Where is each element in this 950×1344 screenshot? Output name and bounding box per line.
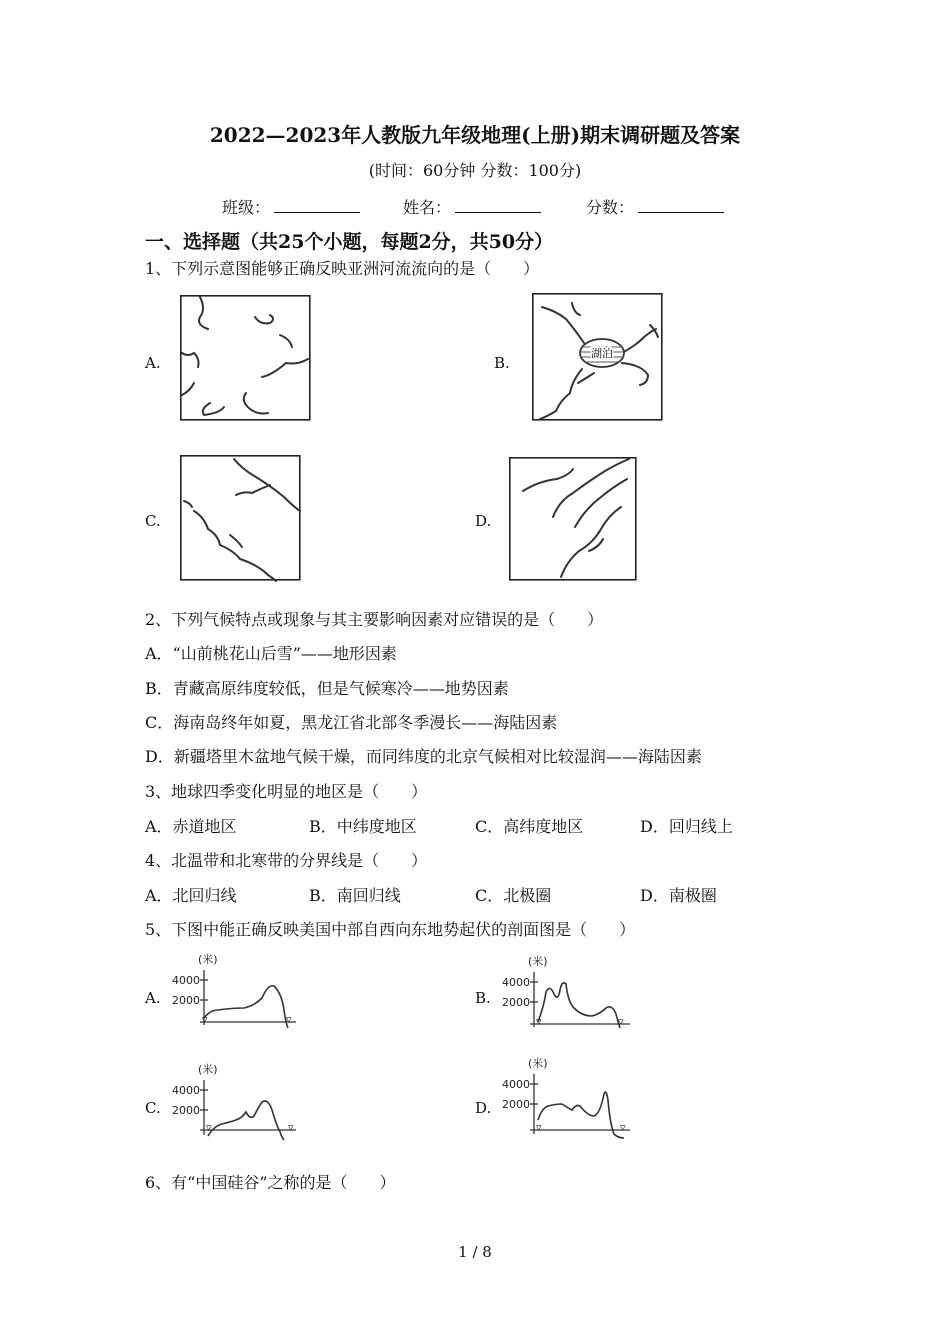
q1-map-c[interactable] (180, 455, 301, 581)
name-field[interactable] (403, 195, 541, 218)
class-label: 班级： (222, 198, 271, 217)
question-6-stem: 6、有“中国硅谷”之称的是（ ） (145, 1173, 396, 1192)
question-1-stem: 1、下列示意图能够正确反映亚洲河流流向的是（ ） (145, 259, 540, 278)
name-blank[interactable] (455, 198, 541, 213)
question-2-stem: 2、下列气候特点或现象与其主要影响因素对应错误的是（ ） (145, 610, 604, 629)
class-field[interactable] (222, 195, 360, 218)
q4-option-c[interactable]: C．北极圈 (475, 886, 552, 905)
question-4-stem: 4、北温带和北寒带的分界线是（ ） (145, 851, 428, 870)
question-5-stem: 5、下图中能正确反映美国中部自西向东地势起伏的剖面图是（ ） (145, 920, 636, 939)
profile-b-tick-4000: 4000 (502, 976, 530, 989)
profile-d-tick-2000: 2000 (502, 1098, 530, 1111)
svg-text:▿: ▿ (202, 1013, 208, 1026)
svg-text:▿: ▿ (618, 1015, 624, 1028)
svg-text:▿: ▿ (536, 1121, 542, 1134)
q2-option-b[interactable]: B．青藏高原纬度较低，但是气候寒冷——地势因素 (145, 679, 509, 698)
q4-option-d[interactable]: D．南极圈 (640, 886, 717, 905)
q2-option-d[interactable]: D．新疆塔里木盆地气候干燥，而同纬度的北京气候相对比较湿润——海陆因素 (145, 747, 702, 766)
profile-b-tick-2000: 2000 (502, 996, 530, 1009)
svg-text:▿: ▿ (620, 1121, 626, 1134)
q1-lake-label: 湖泊 (591, 347, 613, 360)
question-3-stem: 3、地球四季变化明显的地区是（ ） (145, 782, 428, 801)
score-blank[interactable] (638, 198, 724, 213)
exam-time-score: (时间：60分钟 分数：100分) (368, 161, 582, 180)
q3-option-b[interactable]: B．中纬度地区 (309, 817, 417, 836)
q5-option-b-label[interactable]: B. (475, 989, 491, 1007)
section-heading: 一、选择题（共25个小题，每题2分，共50分） (145, 231, 554, 253)
q4-option-a[interactable]: A．北回归线 (145, 886, 237, 905)
svg-text:▿: ▿ (536, 1015, 542, 1028)
profile-a-unit: (米) (198, 953, 218, 966)
profile-c-tick-2000: 2000 (172, 1104, 200, 1117)
q1-option-b-label[interactable]: B. (494, 354, 510, 372)
q5-profile-d[interactable] (500, 1054, 635, 1140)
profile-a-tick-2000: 2000 (172, 994, 200, 1007)
q5-profile-b[interactable] (500, 952, 635, 1032)
q2-option-a[interactable]: A．“山前桃花山后雪”——地形因素 (145, 644, 397, 663)
q5-profile-c[interactable] (170, 1060, 300, 1140)
q3-option-c[interactable]: C．高纬度地区 (475, 817, 584, 836)
class-blank[interactable] (274, 198, 360, 213)
profile-c-unit: (米) (198, 1063, 218, 1076)
profile-d-unit: (米) (528, 1057, 548, 1070)
page-number: 1 / 8 (458, 1243, 492, 1261)
q3-option-d[interactable]: D．回归线上 (640, 817, 733, 836)
score-label: 分数： (586, 198, 635, 217)
q3-option-a[interactable]: A．赤道地区 (145, 817, 237, 836)
q1-map-b[interactable] (532, 293, 663, 421)
q4-option-b[interactable]: B．南回归线 (309, 886, 401, 905)
profile-c-tick-4000: 4000 (172, 1084, 200, 1097)
q1-option-d-label[interactable]: D. (475, 512, 492, 530)
q5-option-c-label[interactable]: C. (145, 1099, 161, 1117)
svg-text:▿: ▿ (206, 1121, 212, 1134)
q2-option-c[interactable]: C．海南岛终年如夏，黑龙江省北部冬季漫长——海陆因素 (145, 713, 558, 732)
svg-text:▿: ▿ (288, 1121, 294, 1134)
score-field[interactable] (586, 195, 724, 218)
profile-a-tick-4000: 4000 (172, 974, 200, 987)
q1-map-d[interactable] (509, 457, 637, 581)
q1-option-c-label[interactable]: C. (145, 512, 161, 530)
svg-text:▿: ▿ (286, 1013, 292, 1026)
name-label: 姓名： (403, 198, 452, 217)
q1-option-a-label[interactable]: A. (145, 354, 161, 372)
profile-d-tick-4000: 4000 (502, 1078, 530, 1091)
q5-option-a-label[interactable]: A. (145, 989, 161, 1007)
page-title: 2022—2023年人教版九年级地理(上册)期末调研题及答案 (209, 123, 741, 147)
q5-profile-a[interactable] (170, 950, 300, 1030)
q1-map-a[interactable] (180, 295, 311, 421)
q5-option-d-label[interactable]: D. (475, 1099, 492, 1117)
profile-b-unit: (米) (528, 955, 548, 968)
